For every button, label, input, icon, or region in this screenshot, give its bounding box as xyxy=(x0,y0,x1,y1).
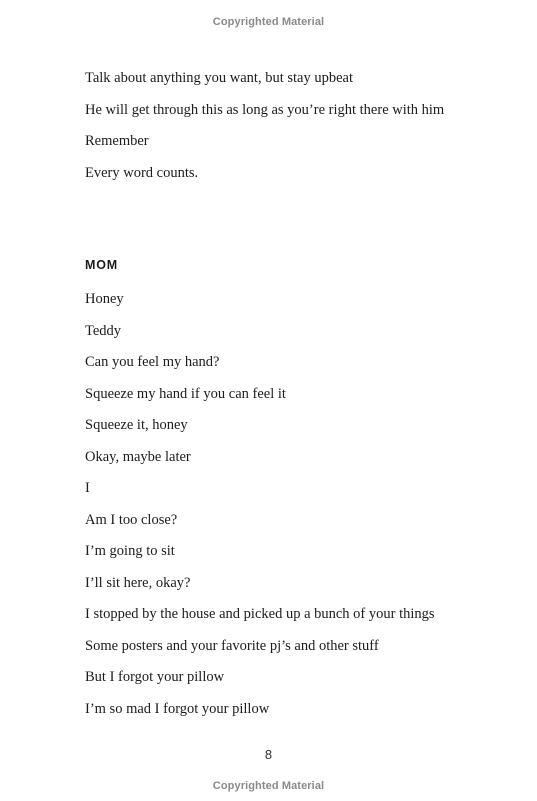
dialogue-line: Squeeze it, honey xyxy=(85,417,188,433)
dialogue-line: Teddy xyxy=(85,322,122,339)
text-line: He will get through this as long as you’re right there with him xyxy=(85,101,445,118)
text-line: Talk about anything you want, but stay upbeat xyxy=(85,70,353,86)
dialogue-line: Squeeze my hand if you can feel it xyxy=(85,385,286,402)
dialogue-line: Okay, maybe later xyxy=(85,448,191,465)
speaker-heading: MOM xyxy=(85,258,118,272)
dialogue-line: I’m going to sit xyxy=(85,543,175,559)
dialogue-line: I’m so mad I forgot your pillow xyxy=(85,700,270,717)
dialogue-line: I stopped by the house and picked up a bunch of your things xyxy=(85,606,435,622)
copyright-watermark-bottom: Copyrighted Material xyxy=(212,780,325,792)
dialogue-block xyxy=(85,289,505,730)
dialogue-line: But I forgot your pillow xyxy=(85,669,225,685)
intro-text-block xyxy=(85,68,505,194)
text-line: Remember xyxy=(85,133,149,149)
dialogue-line: Can you feel my hand? xyxy=(85,354,220,370)
page-number: 8 xyxy=(264,747,273,762)
dialogue-line: Honey xyxy=(85,291,124,307)
dialogue-line: Some posters and your favorite pj’s and other stuff xyxy=(85,637,379,654)
copyright-watermark-top: Copyrighted Material xyxy=(212,16,325,28)
dialogue-line: I xyxy=(85,480,90,496)
dialogue-line: I’ll sit here, okay? xyxy=(85,574,191,591)
dialogue-line: Am I too close? xyxy=(85,511,178,528)
text-line: Every word counts. xyxy=(85,164,199,181)
